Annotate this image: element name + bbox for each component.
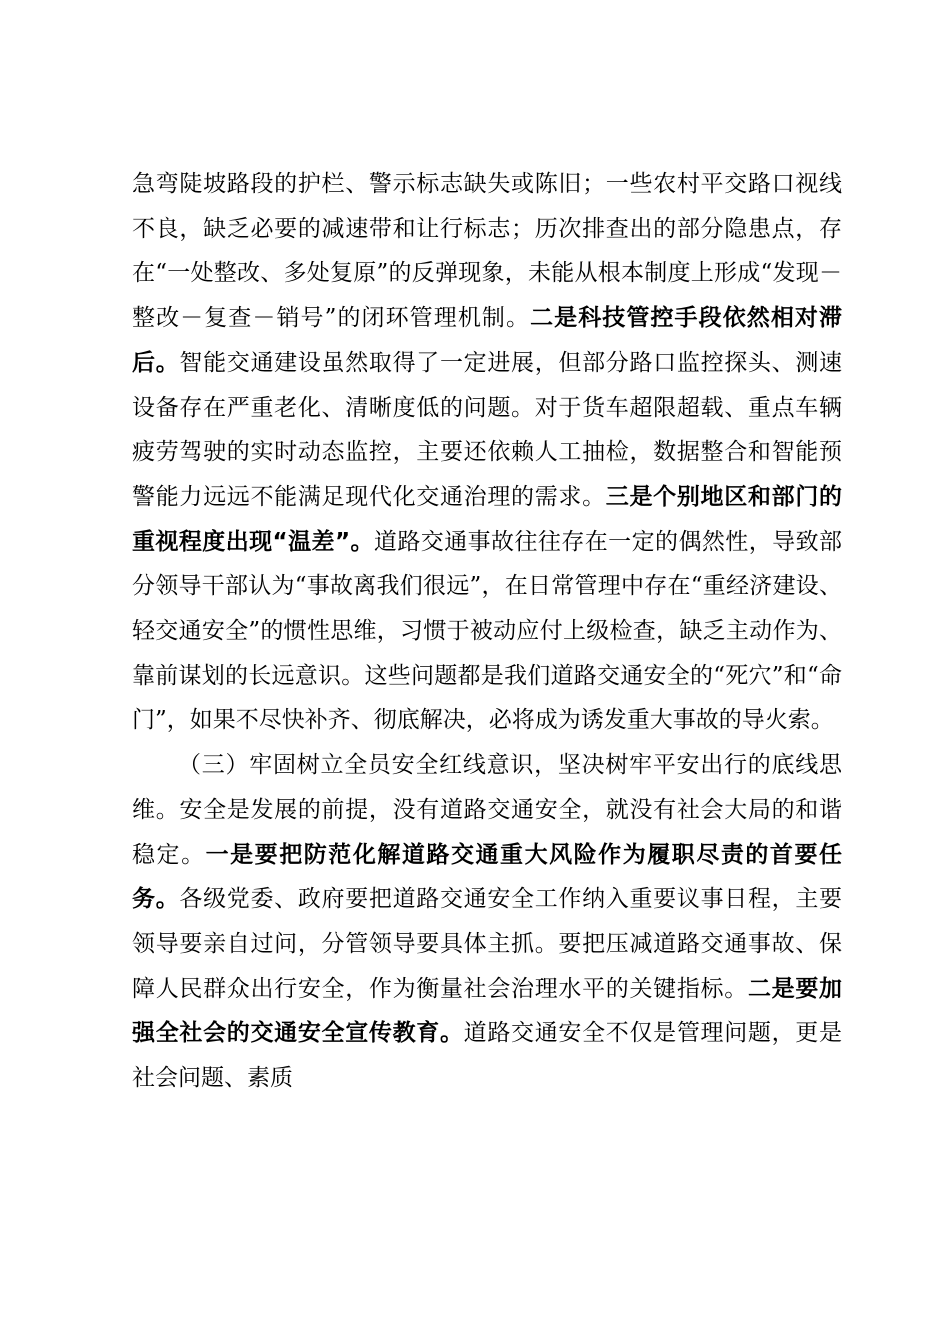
- document-body: [132, 162, 842, 1101]
- paragraph-traffic-problems: [132, 162, 842, 743]
- bold-heading-attention-gap: 三是个别地区和部门的重视程度出现“温差”。: [132, 483, 843, 555]
- paragraph-text: 道路交通事故往往存在一定的偶然性，导致部分领导干部认为“事故离我们很远”，在日常管理中存在“重经济建设、轻交通安全”的惯性思维，习惯于被动应付上级检查，缺乏主动作为、靠前谋划的长远意识。这些问题都是我们道路交通安全的“死穴”和“命门”，如果不尽快补齐、彻底解决，必将成为诱发重大事故的导火索。: [132, 528, 843, 734]
- paragraph-section-three: [132, 743, 842, 1101]
- paragraph-text: 道路交通安全不仅是管理问题，更是社会问题、素质: [132, 1020, 843, 1092]
- paragraph-text: 各级党委、政府要把道路交通安全工作纳入重要议事日程，主要领导要亲自过问，分管领导要具体主抓。要把压减道路交通事故、保障人民群众出行安全，作为衡量社会治理水平的关键指标。: [132, 886, 843, 1002]
- paragraph-text: 急弯陡坡路段的护栏、警示标志缺失或陈旧；一些农村平交路口视线不良，缺乏必要的减速带和让行标志；历次排查出的部分隐患点，存在“一处整改、多处复原”的反弹现象，未能从根本制度上形成“发现－整改－复查－销号”的闭环管理机制。: [132, 171, 842, 332]
- bold-heading-risk-prevention: 一是要把防范化解道路交通重大风险作为履职尽责的首要任务。: [132, 841, 843, 913]
- paragraph-text: 智能交通建设虽然取得了一定进展，但部分路口监控探头、测速设备存在严重老化、清晰度低的问题。对于货车超限超载、重点车辆疲劳驾驶的实时动态监控，主要还依赖人工抽检，数据整合和智能预警能力远远不能满足现代化交通治理的需求。: [132, 349, 843, 510]
- bold-heading-tech-control: 二是科技管控手段依然相对滞后。: [132, 305, 843, 376]
- paragraph-text: （三）牢固树立全员安全红线意识，坚决树牢平安出行的底线思维。安全是发展的前提，没有道路交通安全，就没有社会大局的和谐稳定。: [132, 752, 842, 868]
- bold-heading-safety-education: 二是要加强全社会的交通安全宣传教育。: [132, 975, 843, 1047]
